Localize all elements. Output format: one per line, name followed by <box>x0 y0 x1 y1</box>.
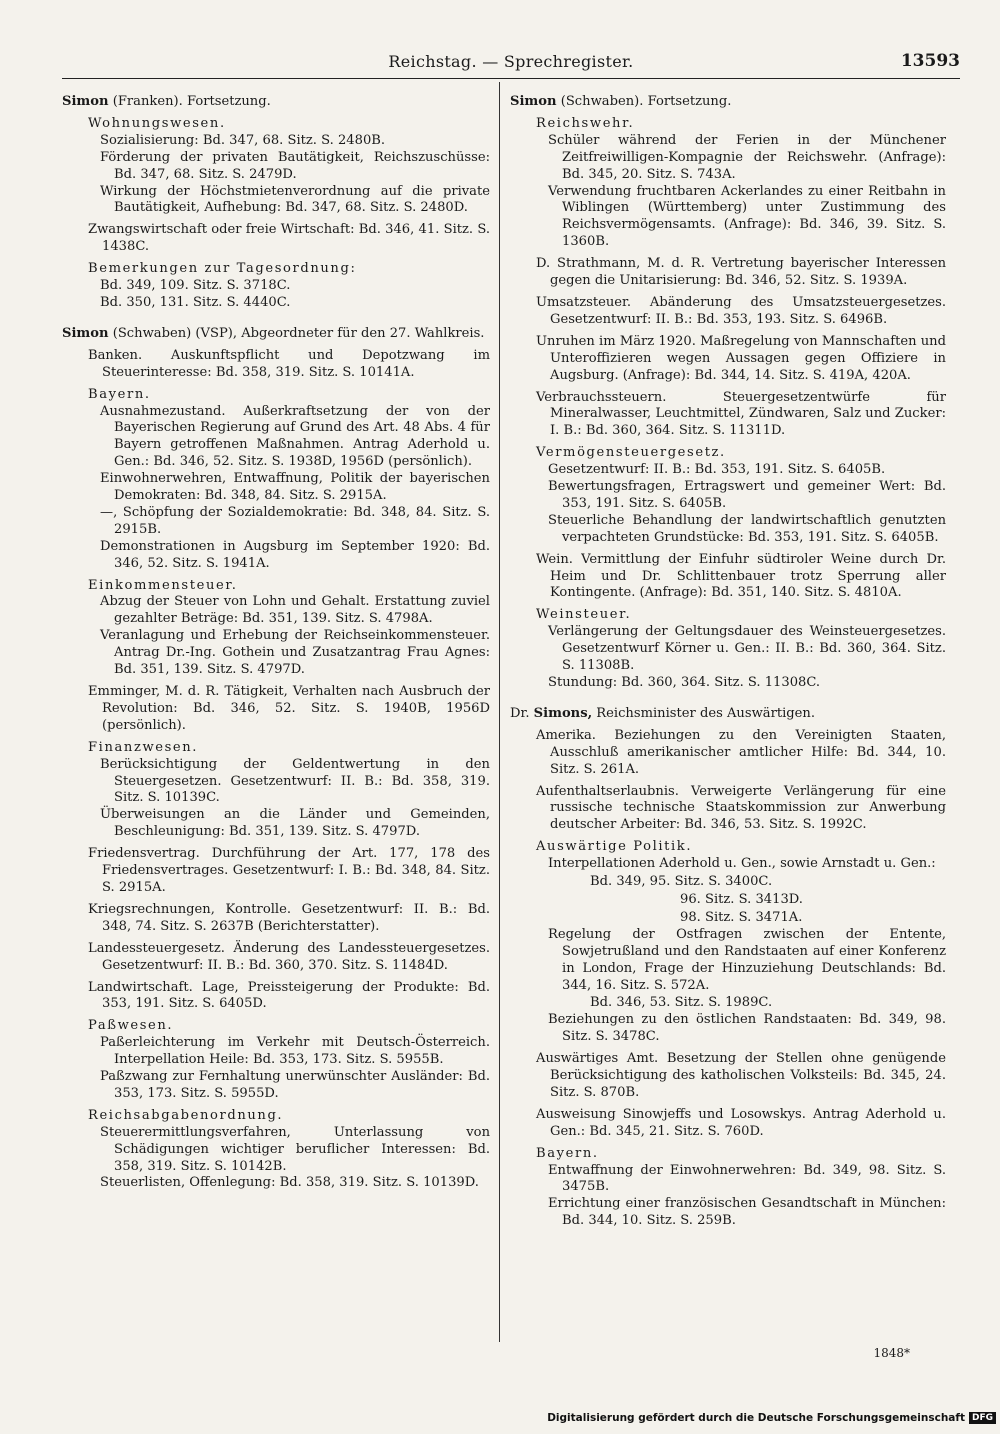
subject-block <box>536 1051 946 1102</box>
page-number: 13593 <box>900 51 960 71</box>
subject-item: Sozialisierung: Bd. 347, 68. Sitz. S. 2480B. <box>100 132 386 148</box>
subject-title: Wohnungswesen. <box>88 115 226 131</box>
signature-mark: 1848* <box>873 1346 910 1360</box>
subject-item: Beziehungen zu den östlichen Randstaaten: Bd. 349, 98. Sitz. S. 3478C. <box>548 1012 946 1045</box>
subject-item: —, Schöpfung der Sozialdemokratie: Bd. 348, 84. Sitz. S. 2915B. <box>100 504 490 537</box>
subject-item: Entwaffnung der Einwohnerwehren: Bd. 349, 98. Sitz. S. 3475B. <box>548 1162 946 1195</box>
citation-line: 98. Sitz. S. 3471A. <box>680 909 803 925</box>
subject-item: Wirkung der Höchstmietenverordnung auf die private Bautätigkeit, Aufhebung: Bd. 347, 68. Sitz. S. 2480D. <box>100 183 490 216</box>
page-header <box>62 52 960 79</box>
register-entry <box>510 94 946 692</box>
subject-title: Paßwesen. <box>88 1018 174 1034</box>
subject-item: Bewertungsfragen, Ertragswert und gemeiner Wert: Bd. 353, 191. Sitz. S. 6405B. <box>548 479 946 511</box>
subject-title: Friedensvertrag. Durchführung der Art. 177, 178 des Friedensvertrages. Gesetzentwurf: I. B.: Bd. 348, 84. Sitz. S. 2915A. <box>88 846 490 895</box>
subject-block <box>536 256 946 290</box>
running-title: Reichstag. — Sprechregister. <box>388 52 634 71</box>
subject-item: Interpellationen Aderhold u. Gen., sowie Arnstadt u. Gen.: <box>548 856 936 872</box>
subject-block <box>88 578 490 679</box>
subject-block <box>88 116 490 217</box>
entry-heading <box>510 94 946 111</box>
subject-block <box>536 839 946 1046</box>
subject-block <box>88 740 490 841</box>
dfg-logo-icon: DFG <box>969 1412 996 1424</box>
citation-line: 96. Sitz. S. 3413D. <box>680 891 803 907</box>
subject-item: Überweisungen an die Länder und Gemeinden, Beschleunigung: Bd. 351, 139. Sitz. S. 4797D. <box>100 807 490 840</box>
column-divider <box>499 82 500 1342</box>
subject-title: Landwirtschaft. Lage, Preissteigerung der Produkte: Bd. 353, 191. Sitz. S. 6405D. <box>88 979 490 1012</box>
subject-title: Auswärtiges Amt. Besetzung der Stellen ohne genügende Berücksichtigung des katholischen Volksteils: Bd. 345, 24. Sitz. S. 870B. <box>536 1051 946 1100</box>
subject-item: Veranlagung und Erhebung der Reichseinkommensteuer. Antrag Dr.-Ing. Gothein und Zusatzantrag Frau Agnes: Bd. 351, 139. Sitz. S. 4797D. <box>100 628 490 678</box>
subject-block <box>88 348 490 382</box>
subject-block <box>88 222 490 256</box>
subject-block <box>536 607 946 692</box>
subject-title: Bayern. <box>88 386 151 402</box>
subject-block <box>88 261 490 312</box>
subject-item: Demonstrationen in Augsburg im September 1920: Bd. 346, 52. Sitz. S. 1941A. <box>100 538 490 571</box>
subject-item: Abzug der Steuer von Lohn und Gehalt. Erstattung zuviel gezahlter Beträge: Bd. 351, 139. Sitz. S. 4798A. <box>100 594 490 627</box>
subject-item: Errichtung einer französischen Gesandtschaft in München: Bd. 344, 10. Sitz. S. 259B. <box>548 1196 946 1229</box>
subject-title: Aufenthaltserlaubnis. Verweigerte Verlängerung für eine russische technische Staatskommission zur Anwerbung deutscher Arbeiter: Bd. 346, 53. Sitz. S. 1992C. <box>536 783 946 833</box>
subject-title: Emminger, M. d. R. Tätigkeit, Verhalten nach Ausbruch der Revolution: Bd. 346, 52. Sitz. S. 1940B, 1956D (persönlich). <box>88 684 490 733</box>
subject-block <box>536 334 946 385</box>
subject-block <box>536 390 946 441</box>
speaker-name: Simons, <box>533 705 593 721</box>
subject-item: Stundung: Bd. 360, 364. Sitz. S. 11308C. <box>548 675 821 690</box>
subject-title: Vermögensteuergesetz. <box>536 445 726 461</box>
funding-text: Digitalisierung gefördert durch die Deutsche Forschungsgemeinschaft <box>547 1412 965 1424</box>
subject-item: Steuerlisten, Offenlegung: Bd. 358, 319. Sitz. S. 10139D. <box>100 1175 479 1191</box>
subject-block <box>88 902 490 936</box>
subject-item: Berücksichtigung der Geldentwertung in den Steuergesetzen. Gesetzentwurf: II. B.: Bd. 358, 319. Sitz. S. 10139C. <box>100 756 490 806</box>
subject-block <box>536 1146 946 1231</box>
register-entry <box>62 94 490 312</box>
subject-title: Wein. Vermittlung der Einfuhr südtiroler Weine durch Dr. Heim und Dr. Schlittenbauer trotz Sperrung aller Kontingente. (Anfrage): Bd. 351, 140. Sitz. S. 4810A. <box>536 551 946 601</box>
subject-block <box>88 846 490 897</box>
subject-block <box>536 784 946 835</box>
subject-item: Steuerermittlungsverfahren, Unterlassung von Schädigungen wichtiger beruflicher Interessen: Bd. 358, 319. Sitz. S. 10142B. <box>100 1124 490 1174</box>
subject-block <box>536 728 946 779</box>
subject-block <box>88 387 490 573</box>
subject-block <box>88 1108 490 1193</box>
entry-heading <box>510 706 946 723</box>
subject-item: Bd. 349, 109. Sitz. S. 3718C. <box>100 278 291 294</box>
subject-item: Einwohnerwehren, Entwaffnung, Politik der bayerischen Demokraten: Bd. 348, 84. Sitz. S. 2915A. <box>100 471 490 504</box>
subject-item: Paßzwang zur Fernhaltung unerwünschter Ausländer: Bd. 353, 173. Sitz. S. 5955D. <box>100 1069 490 1101</box>
subject-title: Kriegsrechnungen, Kontrolle. Gesetzentwurf: II. B.: Bd. 348, 74. Sitz. S. 2637B (Berichterstatter). <box>88 901 490 934</box>
subject-item: Regelung der Ostfragen zwischen der Entente, Sowjetrußland und den Randstaaten auf einer Konferenz in London, Frage der Hinzuziehung Deutschlands: Bd. 344, 16. Sitz. S. 572A. <box>548 926 946 993</box>
subject-item: Gesetzentwurf: II. B.: Bd. 353, 191. Sitz. S. 6405B. <box>548 462 886 478</box>
subject-item: Bd. 350, 131. Sitz. S. 4440C. <box>100 294 291 310</box>
subject-block <box>88 684 490 735</box>
subject-title: Einkommensteuer. <box>88 577 238 593</box>
subject-title: Finanzwesen. <box>88 739 199 755</box>
register-entry <box>510 706 946 1230</box>
subject-title: Bayern. <box>536 1145 599 1161</box>
subject-block <box>536 552 946 603</box>
subject-item: Förderung der privaten Bautätigkeit, Reichszuschüsse: Bd. 347, 68. Sitz. S. 2479D. <box>100 149 490 182</box>
register-entry <box>62 326 490 1193</box>
subject-title: Umsatzsteuer. Abänderung des Umsatzsteuergesetzes. Gesetzentwurf: II. B.: Bd. 353, 193. Sitz. S. 6496B. <box>536 294 946 327</box>
speaker-name: Simon <box>62 325 109 341</box>
subject-title: Banken. Auskunftspflicht und Depotzwang im Steuerinteresse: Bd. 358, 319. Sitz. S. 10141A. <box>88 347 490 380</box>
subject-block <box>536 1107 946 1141</box>
subject-block <box>536 445 946 546</box>
subject-item: Steuerliche Behandlung der landwirtschaftlich genutzten verpachteten Grundstücke: Bd. 353, 191. Sitz. S. 6405B. <box>548 512 946 545</box>
subject-title: Landessteuergesetz. Änderung des Landessteuergesetzes. Gesetzentwurf: II. B.: Bd. 360, 370. Sitz. S. 11484D. <box>88 940 490 973</box>
left-column <box>62 94 490 1344</box>
subject-title: D. Strathmann, M. d. R. Vertretung bayerischer Interessen gegen die Unitarisierung: Bd. 346, 52. Sitz. S. 1939A. <box>536 256 946 289</box>
entry-heading-text: (Schwaben) (VSP), Abgeordneter für den 27. Wahlkreis. <box>112 325 485 341</box>
entry-heading-text: Reichsminister des Auswärtigen. <box>596 705 816 721</box>
subject-block <box>88 941 490 975</box>
entry-heading-text: (Franken). Fortsetzung. <box>112 94 271 109</box>
right-column <box>510 94 946 1344</box>
subject-title: Amerika. Beziehungen zu den Vereinigten Staaten, Ausschluß amerikanischer amtlicher Hilfe: Bd. 344, 10. Sitz. S. 261A. <box>536 727 946 777</box>
subject-block <box>536 116 946 251</box>
subject-title: Weinsteuer. <box>536 607 632 623</box>
subject-item: Schüler während der Ferien in der Münchener Zeitfreiwilligen-Kompagnie der Reichswehr. (Anfrage): Bd. 345, 20. Sitz. S. 743A. <box>548 132 946 182</box>
subject-item: Ausnahmezustand. Außerkraftsetzung der von der Bayerischen Regierung auf Grund des Art. 48 Abs. 4 für Bayern getroffenen Maßnahmen. Antrag Aderhold u. Gen.: Bd. 346, 52. Sitz. S. 1938D, 1956D (persönlich). <box>100 403 490 470</box>
subject-block <box>88 980 490 1014</box>
subject-item: Verlängerung der Geltungsdauer des Weinsteuergesetzes. Gesetzentwurf Körner u. Gen.: II. B.: Bd. 360, 364. Sitz. S. 11308B. <box>548 624 946 674</box>
subject-block <box>536 295 946 329</box>
speaker-name: Simon <box>62 94 109 109</box>
subject-title: Auswärtige Politik. <box>536 839 693 855</box>
subject-title: Bemerkungen zur Tagesordnung: <box>88 261 357 277</box>
name-prefix: Dr. <box>510 705 530 721</box>
citation-line: Bd. 346, 53. Sitz. S. 1989C. <box>590 995 773 1011</box>
entry-heading <box>62 326 490 343</box>
entry-heading-text: (Schwaben). Fortsetzung. <box>560 94 732 109</box>
subject-item: Verwendung fruchtbaren Ackerlandes zu einer Reitbahn in Wiblingen (Württemberg) unter Zustimmung des Reichsvermögensamts. (Anfrage): Bd. 346, 39. Sitz. S. 1360B. <box>548 183 946 250</box>
entry-heading <box>62 94 490 111</box>
citation-line: Bd. 349, 95. Sitz. S. 3400C. <box>590 874 773 890</box>
subject-title: Verbrauchssteuern. Steuergesetzentwürfe für Mineralwasser, Leuchtmittel, Zündwaren, Salz und Zucker: I. B.: Bd. 360, 364. Sitz. S. 11311D. <box>536 389 946 439</box>
speaker-name: Simon <box>510 94 557 109</box>
subject-title: Reichswehr. <box>536 115 635 131</box>
subject-title: Unruhen im März 1920. Maßregelung von Mannschaften und Unteroffizieren wegen Aussagen gegen Offiziere in Augsburg. (Anfrage): Bd. 344, 14. Sitz. S. 419A, 420A. <box>536 333 946 383</box>
subject-item: Paßerleichterung im Verkehr mit Deutsch-Österreich. Interpellation Heile: Bd. 353, 173. Sitz. S. 5955B. <box>100 1035 490 1068</box>
funding-note <box>547 1412 996 1424</box>
subject-title: Reichsabgabenordnung. <box>88 1107 284 1123</box>
subject-title: Zwangswirtschaft oder freie Wirtschaft: Bd. 346, 41. Sitz. S. 1438C. <box>88 222 490 255</box>
subject-title: Ausweisung Sinowjeffs und Losowskys. Antrag Aderhold u. Gen.: Bd. 345, 21. Sitz. S. 760D. <box>536 1106 946 1139</box>
subject-block <box>88 1018 490 1103</box>
